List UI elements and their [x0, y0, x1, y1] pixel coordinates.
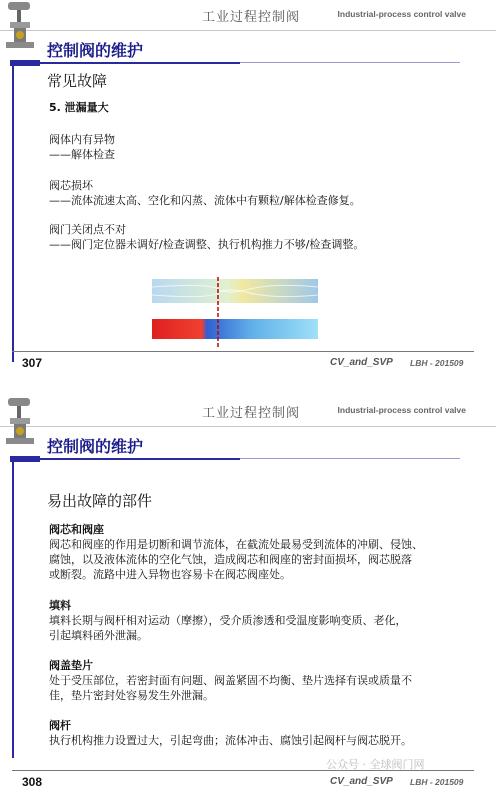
part-name: 填料 — [49, 599, 71, 612]
part-text: 引起填料函外泄漏。 — [49, 629, 148, 642]
part-text: 执行机构推力设置过大，引起弯曲；流体冲击、腐蚀引起阀杆与阀芯脱开。 — [49, 734, 412, 747]
fault-heading: 5. 泄漏量大 — [49, 101, 109, 114]
left-rule — [12, 66, 14, 362]
title-rule-line — [40, 62, 240, 64]
slide-header — [0, 396, 496, 427]
slide-307 — [0, 0, 496, 380]
title-rule — [10, 60, 40, 66]
left-rule — [12, 462, 14, 758]
valve-logo-icon — [4, 396, 40, 456]
part-text: 填料长期与阀杆相对运动（摩擦），受介质渗透和受温度影响变质、老化， — [49, 614, 407, 627]
header-title: 工业过程控制阀 — [201, 10, 300, 25]
section-title: 控制阀的维护 — [47, 437, 144, 456]
slide-subtitle: 易出故障的部件 — [47, 492, 153, 510]
fault-item-detail: ——解体检查 — [49, 148, 115, 161]
part-text: 处于受压部位，若密封面有问题、阀盖紧固不均衡、垫片选择有误或质量不 — [49, 674, 412, 687]
footer-doc: CV_and_SVP — [330, 776, 393, 787]
footer-author: LBH - 201509 — [410, 358, 464, 368]
footer-author: LBH - 201509 — [410, 777, 464, 787]
part-text: 佳，垫片密封处容易发生外泄漏。 — [49, 689, 214, 702]
title-rule-light — [240, 458, 460, 459]
section-title: 控制阀的维护 — [47, 41, 144, 60]
part-name: 阀杆 — [49, 719, 71, 732]
header-title: 工业过程控制阀 — [201, 406, 300, 421]
fault-item-title: 阀体内有异物 — [49, 133, 115, 146]
part-name: 阀芯和阀座 — [49, 523, 104, 536]
header-subtitle: Industrial-process control valve — [337, 9, 466, 19]
page-number: 308 — [22, 775, 43, 789]
title-rule-light — [240, 62, 460, 63]
part-text: 阀芯和阀座的作用是切断和调节流体，在截流处最易受到流体的冲刷、侵蚀、 — [49, 538, 423, 551]
header-subtitle: Industrial-process control valve — [337, 405, 466, 415]
part-text: 或断裂。流路中进入异物也容易卡在阀芯阀座处。 — [49, 568, 291, 581]
slide-header — [0, 0, 496, 31]
valve-logo-icon — [4, 0, 40, 60]
slide-308 — [0, 396, 496, 789]
fault-item-title: 阀芯损坏 — [49, 179, 93, 192]
watermark: 公众号 · 全球阀门网 — [326, 758, 425, 771]
footer-rule — [12, 351, 474, 352]
fault-item-title: 阀门关闭点不对 — [49, 223, 126, 236]
title-rule-line — [40, 458, 240, 460]
flow-simulation-image — [150, 277, 320, 347]
fault-item-detail: ——流体流速太高、空化和闪蒸、流体中有颗粒/解体检查修复。 — [49, 194, 361, 207]
footer-doc: CV_and_SVP — [330, 357, 393, 368]
title-rule — [10, 456, 40, 462]
slide-subtitle: 常见故障 — [47, 72, 108, 90]
fault-item-detail: ——阀门定位器未调好/检查调整、执行机构推力不够/检查调整。 — [49, 238, 365, 251]
slide-gap — [0, 380, 496, 396]
part-text: 腐蚀，以及液体流体的空化气蚀，造成阀芯和阀座的密封面损坏，阀芯脱落 — [49, 553, 412, 566]
page-number: 307 — [22, 356, 43, 370]
part-name: 阀盖垫片 — [49, 659, 93, 672]
